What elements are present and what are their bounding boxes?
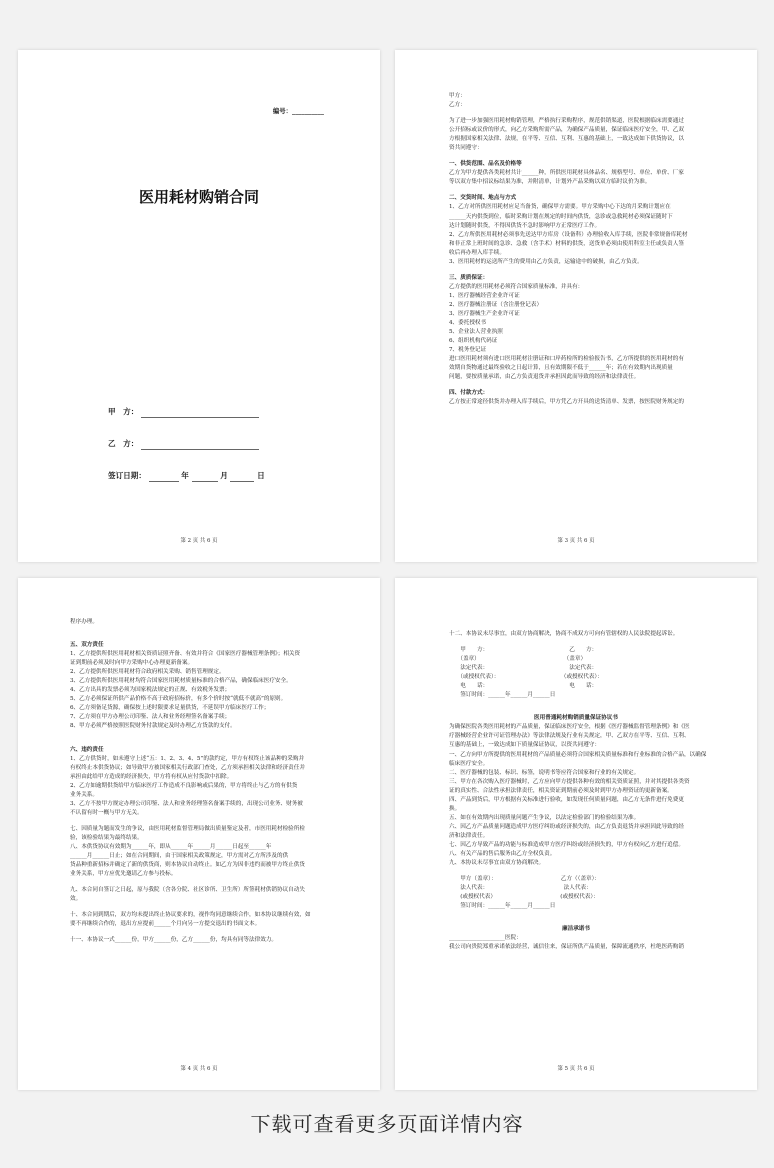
text-line: （盖章） （盖章）: [449, 656, 587, 663]
text-line: 2、乙方提供所供医用耗材符合政府相关采购、销售管理规定。: [70, 669, 225, 676]
text-line: 3、乙方提供所供医用耗材均符合国家医用耗材质量标准的合格产品，确保临床医疗安全。: [70, 678, 292, 685]
text-line: 二、医疗器械的包装、标识、标签，说明书等应符合国家和行业的有关规定。: [449, 769, 640, 776]
section-heading: 二、交货时间、地点与方式: [449, 195, 517, 202]
day-line: [230, 472, 254, 482]
page-number: 第 2 页 共 6 页: [180, 538, 218, 545]
text-line: 1、乙方对所供医用耗材应足当备货，确保甲方需要。甲方采购中心下达的月采购计划应在: [449, 204, 671, 211]
text-line: 问题，要按质量承诺，由乙方负责退货并承担因此而导致的经济和法律责任。: [449, 374, 640, 381]
text-line: 甲方：: [449, 93, 466, 99]
spacer: [70, 627, 328, 634]
text-line: 济和法律责任。: [449, 832, 489, 839]
text-line: 临床医疗安全。: [449, 760, 489, 767]
text-line: 四、产品到货后，甲方根据有关标准进行验收，如发现任何质量问题，由乙方无条件进行免费更: [449, 796, 684, 803]
party-b-line: [141, 440, 259, 450]
text-line: 五、如在有效期内出现质量问题产生争议，以法定检验部门的检验结果为准。: [449, 814, 640, 821]
text-line: 8、甲方必须严格按照医院财务付款规定及时办理乙方货款的支付。: [70, 723, 236, 730]
text-line: 法人代表： 法人代表：: [449, 885, 592, 892]
contract-number-label: 编号：__________: [272, 107, 324, 115]
text-line: 业务关系，甲方应优先邀请乙方参与投标。: [70, 871, 177, 878]
text-line: （或授权代表）： （或授权代表）：: [449, 674, 603, 681]
party-b-field: [108, 438, 259, 450]
contract-page-5: [395, 578, 757, 1090]
text-line: 八、有关产品的售后服务由乙方全权负责。: [449, 851, 556, 858]
text-line: 1、乙方供货时，如未遵守上述“五：1、2、3、4、5”的款约定，甲方有权终止该品种的采购并: [70, 755, 305, 762]
spacer: [70, 879, 328, 886]
section-heading: 廉洁承诺书: [562, 926, 590, 933]
party-b-label: 乙 方：: [108, 439, 139, 448]
spacer: [449, 700, 703, 707]
text-line: 为了进一步加强医用耗材购销管理，严格执行采购程序，规范供销渠道，医院根据临床需要通过: [449, 118, 684, 125]
text-line: 5、企业法人营业执照: [449, 329, 503, 336]
text-line: 证的真实性、合法性承担法律责任，相关资证到期前必须及时到甲方办理资证的更新备案。: [449, 787, 673, 794]
text-line: 5、乙方必须保证所供产品价格不高于政府招标价，有多个价时按“就低不就高”的原则。: [70, 696, 287, 703]
text-line: 1、乙方提供所供医用耗材相关资质证照齐备、有效并符合《国家医疗器械管理条例》；相关资: [70, 651, 301, 658]
text-line: 七、因质量为题而发生的争议，由医用耗材监督管理局做出质量鉴定及者，市医用耗材检验所检: [70, 825, 305, 832]
text-line: 资共同遵守：: [449, 145, 483, 152]
contract-page-4: [18, 578, 380, 1090]
text-line: 货品种重新招标并确定了新的供货商，则本协议自动终止。如乙方为因非违约而被甲方终止供货: [70, 862, 305, 869]
text-line: 和非正常上班时间的急诊、急救（含手术）材料的供货，送货单必须由使用科室主任或负责人签: [449, 240, 684, 247]
text-line: 要不再继续合作的，退出方应提前______个月向另一方提交退出的书面文本。: [70, 921, 261, 928]
party-a-line: [141, 408, 259, 418]
section-heading: 五、双方责任: [70, 642, 104, 649]
text-line: 七、因乙方导致产品的功能与标准造成甲方医疗纠纷或经济损失的，甲方有权向乙方进行追偿。: [449, 841, 684, 848]
text-line: 3、医疗器械生产企业许可证: [449, 310, 520, 317]
text-line: 为确保医院各类医用耗材的产品质量，保证临床医疗安全，根据《医疗器械监督管理条例》和《医: [449, 724, 690, 731]
text-line: 十二、本协议未尽事宜，由双方协商解决，协商不成双方可向有管辖权的人民法院提起诉讼。: [449, 631, 679, 637]
spacer: [449, 639, 703, 646]
section-heading: 一、供货范围、品名及价格等: [449, 161, 522, 168]
party-a-label: 甲 方：: [108, 407, 139, 416]
text-line: 签订时间：______年______月______日: [449, 903, 556, 910]
spacer: [449, 911, 703, 918]
spacer: [70, 929, 328, 936]
text-line: 验，该检验结果为最终结果。: [70, 834, 143, 841]
text-line: 3、医用耗材的运送所产生的费用由乙方负责，运输途中的破损，由乙方负责。: [449, 258, 643, 265]
text-line: 2、乙方如逾期供货给甲方临床医疗工作造成不良影响或后果的，甲方将终止与乙方的有供货: [70, 782, 298, 789]
sign-date-field: [108, 470, 265, 482]
text-line: 承担由此给甲方造成的经济损失，甲方将有权从应付货款中扣除。: [70, 773, 233, 780]
text-line: 甲方（盖章）： 乙方（（盖章）：: [449, 876, 601, 883]
section-heading: 六、违约责任: [70, 746, 104, 753]
spacer: [70, 818, 328, 825]
text-line: 公开招标或议价的形式，向乙方采购所需产品，为确保产品质量，保证临床医疗安全，甲、乙双: [449, 127, 684, 134]
text-line: 三、甲方在各次购入医疗器械时，乙方应向甲方提供各种有效的相关资质证照，并对其提供各类资: [449, 778, 690, 785]
text-line: 2、乙方所供医用耗材必须事先送达甲方库房（设备科）办理验收入库手续，医院非常规备库耗材: [449, 231, 688, 238]
text-line: 甲 方： 乙 方：: [449, 647, 598, 654]
text-line: 八、本供货协议有效期为______年，即从______年______月______日起至______年: [70, 843, 272, 850]
text-line: 法定代表： 法定代表：: [449, 665, 598, 672]
text-line: 4、乙方出具的发票必须为国家税法规定的正规、有效税务发票；: [70, 687, 231, 694]
text-line: ______天内供货到位，临时采购计划在规定的时间内供货，急诊或急救耗材必须保证随时下: [449, 213, 673, 220]
contract-title: 医用耗材购销合同: [138, 188, 259, 206]
spacer: [449, 110, 703, 117]
cover-page: [18, 50, 380, 562]
text-line: (或授权代表） (或授权代表）：: [449, 894, 599, 901]
text-line: 签订时间：______年______月______日: [449, 692, 556, 699]
text-line: 7、税务登记证: [449, 347, 487, 354]
section-heading: 四、付款方式：: [449, 390, 489, 397]
text-line: 乙方：: [449, 102, 466, 109]
month-label: 月: [220, 471, 228, 480]
text-line: 方根据国家相关法律、法规，在平等、互信、互利、互惠的基础上，一致达成如下供货协议，以: [449, 136, 684, 143]
text-line: 6、组织机构代码证: [449, 338, 498, 345]
text-line: 3、乙方不按甲方规定办理公司印鉴、法人和业务经理签名备案手续的，出现公司业务、财务被: [70, 800, 303, 807]
month-line: [192, 472, 218, 482]
year-line: [149, 472, 179, 482]
text-line: 九、本合同自签订之日起，原与我院（含各分院、社区诊所、卫生所）所签耗材供销协议自动失: [70, 887, 305, 894]
day-label: 日: [257, 471, 265, 480]
download-caption[interactable]: 下载可查看更多页面详情内容: [250, 1112, 524, 1136]
contract-page-3: [395, 50, 757, 562]
section-heading: 医用普通耗材购销质量保证协议书: [534, 715, 618, 722]
text-line: 业务关系。: [70, 791, 98, 798]
page-body: [449, 92, 703, 407]
sign-date-label: 签订日期：: [108, 471, 146, 480]
text-line: 6、乙方须备足货源，确保按上述时限要求足量供货，不延误甲方临床医疗工作；: [70, 705, 270, 712]
page-number: 第 4 页 共 6 页: [180, 1066, 218, 1073]
text-line: 十、本合同到期后，双方均未提出终止协议要求的，视作均同意继续合作，如本协议继续有效，如: [70, 912, 311, 919]
text-line: 我公司向贵院郑重承诺依法经营，诚信往来，保证所供产品质量，保障流通秩序，杜绝医药购销: [449, 944, 684, 951]
text-line: 有权终止本供货协议；如导致甲方被国家相关行政部门查处，乙方须承担相关法律和经济责任并: [70, 764, 305, 771]
page-number: 第 5 页 共 6 页: [557, 1066, 595, 1073]
spacer: [70, 904, 328, 911]
text-line: 效期自货物通过最终验收之日起计算，且有效期限不低于______年；若在有效期内出现质量: [449, 365, 673, 372]
text-line: 效。: [70, 896, 82, 903]
year-label: 年: [181, 471, 189, 480]
text-line: 1、医疗器械经营企业许可证: [449, 292, 520, 299]
text-line: 程序办理。: [70, 619, 98, 625]
text-line: 2、医疗器械注册证（含注册登记表）: [449, 301, 543, 308]
text-line: 证到期前必须及时向甲方采购中心办理更新备案。: [70, 660, 194, 667]
text-line: 达计划随时供货，不得因供货不急时影响甲方正常医疗工作。: [449, 222, 601, 229]
text-line: 等以双方集中招议标结果为准，并附清单，计划外产品采购以双方临时议价为准。: [449, 179, 651, 186]
text-line: ____________________医院：: [449, 935, 522, 942]
text-line: 乙方为甲方提供各类耗材共计______种，所供医用耗材具体品名、规格型号、单位、单价、厂家: [449, 170, 684, 177]
text-line: 7、乙方须在甲方办理公司印鉴、法人和业务经理签名备案手续；: [70, 714, 231, 721]
text-line: 换。: [449, 805, 461, 812]
page-number: 第 3 页 共 6 页: [557, 538, 595, 545]
text-line: ______月______日止；如在合同期间，由于国家相关政策规定，甲方需对乙方所涉及的供: [70, 853, 289, 860]
text-line: 一、乙方向甲方所提供的医用耗材的产品质量必须符合国家相关质量标准和行业标准的合格产品，以确保: [449, 751, 707, 758]
text-line: 4、委托授权书: [449, 320, 487, 327]
section-heading: 三、质质保证：: [449, 274, 489, 281]
text-line: 进口医用耗材须有进口医用耗材注册证和口岸药检所的检验报告书，乙方所提供的医用耗材的有: [449, 356, 684, 363]
party-a-field: [108, 406, 259, 418]
text-line: 乙方按正常途径供货并办理入库手续后，甲方凭乙方开具的送货清单、发票，按医院财务规定的: [449, 399, 684, 406]
text-line: 十一、本协议一式______份，甲方______份，乙方______份，均具有同等法律效力。: [70, 937, 277, 944]
text-line: 电 话： 电 话：: [449, 683, 598, 690]
spacer: [449, 868, 703, 875]
spacer: [70, 732, 328, 739]
text-line: 互惠的基础上，一致达成如下质量保证协议，以资共同遵守：: [449, 742, 601, 749]
text-line: 六、因乙方产品质量问题造成甲方医疗纠纷或经济损失的，由乙方负责退货并承担因此导致的经: [449, 823, 684, 830]
text-line: 收后再办理入库手续。: [449, 249, 505, 256]
text-line: 乙方提供的医用耗材必须符合国家质量标准，并具有：: [449, 283, 584, 290]
page-body: [449, 630, 707, 952]
text-line: 疗器械经营企业许可证管理办法》等法律法规及行业有关规定，甲、乙双方在平等、互信、互利、: [449, 733, 690, 740]
text-line: 不认留有时一概与甲方无关。: [70, 809, 143, 816]
text-line: 九、本协议未尽事宜由双方协商解决。: [449, 860, 545, 867]
page-body: [70, 618, 328, 945]
